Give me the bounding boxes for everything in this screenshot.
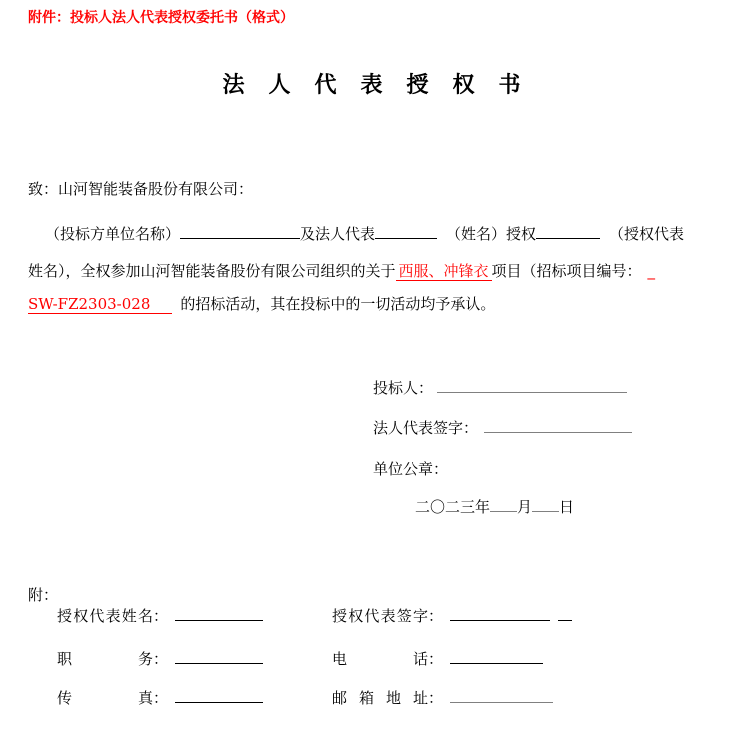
phone-label: 电话 [332, 650, 428, 668]
bidder-signature-blank [437, 378, 627, 393]
label-colon: ： [428, 650, 444, 668]
date-month-blank [490, 497, 517, 512]
authorized-rep-name-field [57, 605, 263, 626]
date-day-blank [532, 497, 559, 512]
body-paragraph-line-1 [45, 223, 684, 244]
bidder-signature-row [373, 377, 627, 398]
bidder-unit-name-label: （投标方单位名称） [45, 225, 181, 243]
authorized-rep-sign-label: 授权代表签字 [332, 607, 428, 625]
authorized-rep-sign-blank [450, 606, 550, 621]
body-paragraph-line-2 [28, 260, 655, 281]
appendix-heading: 附： [28, 586, 59, 604]
date-row [415, 496, 574, 517]
seal-label: 单位公章： [373, 460, 449, 478]
salutation-line: 致：山河智能装备股份有限公司： [28, 180, 254, 198]
bidder-label: 投标人： [373, 379, 434, 397]
label-colon: ： [153, 650, 169, 668]
position-blank [175, 649, 263, 664]
fax-field [57, 687, 263, 708]
date-year: 二〇二三年 [415, 498, 491, 516]
fax-blank [175, 688, 263, 703]
authorized-rep-sign-field [332, 605, 572, 626]
name-authorize-label: （姓名）授权 [446, 225, 537, 243]
authorized-rep-name-label: 授权代表姓名 [57, 607, 153, 625]
email-blank [450, 688, 553, 703]
phone-field [332, 648, 543, 669]
fax-label: 传真 [57, 689, 153, 707]
label-colon: ： [153, 689, 169, 707]
email-field [332, 687, 553, 708]
document-title: 法 人 代 表 授 权 书 [222, 72, 522, 98]
authorized-rep-label: （授权代表 [609, 225, 685, 243]
body-paragraph-line-3 [28, 293, 495, 314]
bidder-unit-name-blank [180, 224, 300, 239]
body-text-segment: 姓名），全权参加山河智能装备股份有限公司组织的关于 [28, 262, 396, 280]
legal-rep-name-blank [375, 224, 437, 239]
project-code-blank-mark: _ [647, 262, 656, 280]
date-day-label: 日 [559, 498, 575, 516]
and-legal-rep-label: 及法人代表 [300, 225, 376, 243]
attachment-note: 附件：投标人法人代表授权委托书（格式） [28, 10, 294, 26]
date-month-label: 月 [517, 498, 533, 516]
legal-rep-sign-label: 法人代表签字： [373, 419, 479, 437]
position-label: 职务 [57, 650, 153, 668]
authorized-rep-blank [536, 224, 600, 239]
company-seal-row [373, 458, 448, 479]
legal-rep-signature-blank [484, 418, 632, 433]
position-field [57, 648, 263, 669]
authorized-rep-name-blank [175, 606, 263, 621]
label-colon: ： [153, 607, 169, 625]
project-number-label: 项目（招标项目编号： [491, 262, 642, 280]
project-name-highlight: 西服、冲锋衣 [396, 262, 492, 281]
email-label: 邮箱地址 [332, 689, 428, 707]
project-code: SW-FZ2303-028 [28, 295, 172, 314]
authorized-rep-sign-blank-tail [558, 606, 572, 621]
body-text-closing: 的招标活动，其在投标中的一切活动均予承认。 [180, 295, 496, 313]
label-colon: ： [428, 607, 444, 625]
label-colon: ： [428, 689, 444, 707]
phone-blank [450, 649, 543, 664]
legal-rep-signature-row [373, 417, 632, 438]
